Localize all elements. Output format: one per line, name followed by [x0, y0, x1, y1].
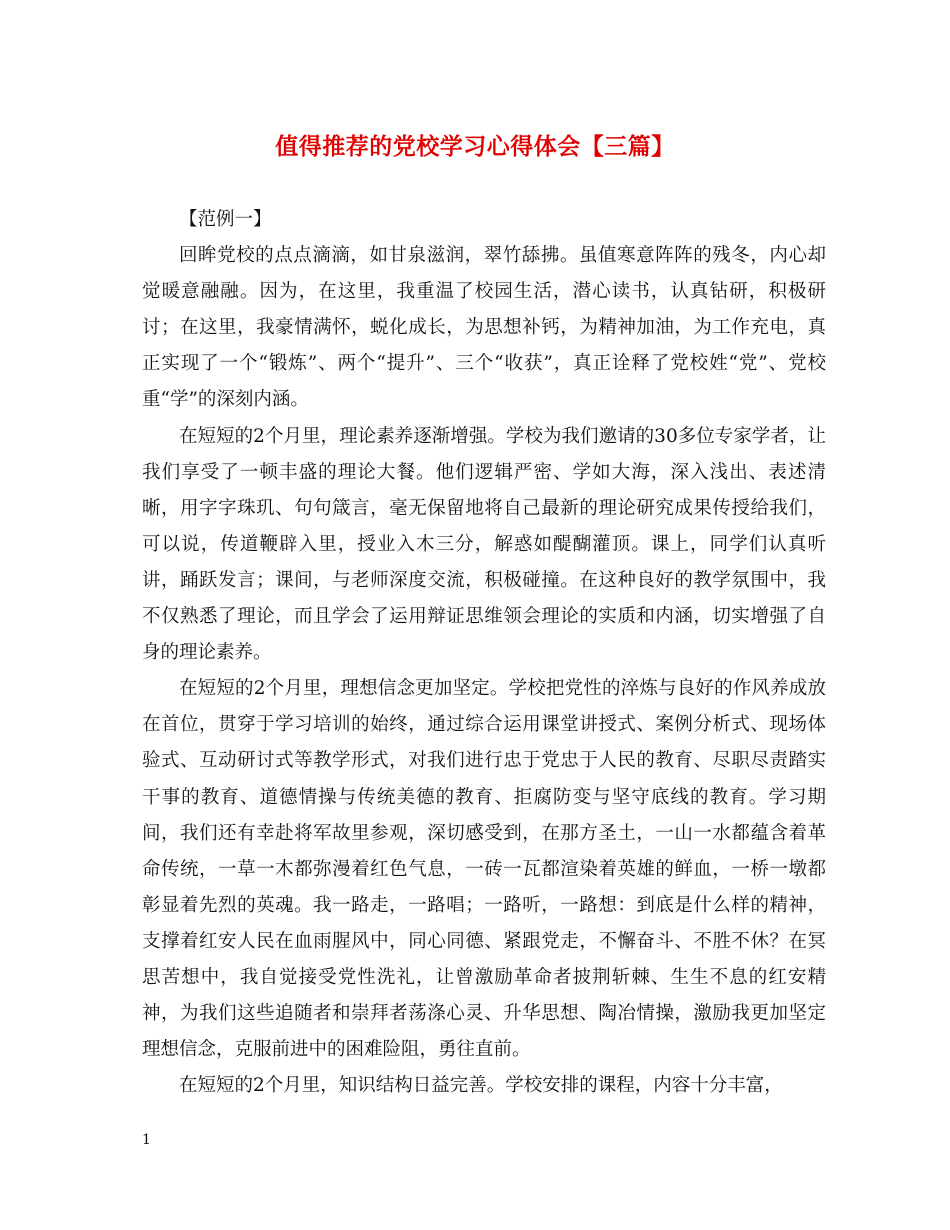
page-number: 1: [142, 1132, 151, 1148]
document-title: 值得推荐的党校学习心得体会【三篇】: [275, 133, 675, 160]
paragraph: 在短短的2个月里，知识结构日益完善。学校安排的课程，内容十分丰富，: [179, 1075, 783, 1097]
paragraph: 在短短的2个月里，理想信念更加坚定。学校把党性的淬炼与良好的作风养成放在首位，贯穿于学习培训的始终，通过综合运用课堂讲授式、案例分析式、现场体验式、互动研讨式等教学形式，对我们进行忠于党忠于人民的教育、尽职尽责踏实干事的教育、道德情操与传统美德的教育、拒腐防变与坚守底线的教育。学习期间，我们还有幸赴将军故里参观，深切感受到，在那方圣土，一山一水都蕴含着革命传统，一草一木都弥漫着红色气息，一砖一瓦都渲染着英雄的鲜血，一桥一墩都彰显着先烈的英魂。我一路走，一路唱；一路听，一路想：到底是什么样的精神，支撑着红安人民在血雨腥风中，同心同德、紧跟党走，不懈奋斗、不胜不休？在冥思苦想中，我自觉接受党性洗礼，让曾激励革命者披荆斩棘、生生不息的红安精神，为我们这些追随者和崇拜者荡涤心灵、升华思想、陶冶情操，激励我更加坚定理想信念，克服前进中的困难险阻，勇往直前。: [142, 678, 826, 1061]
document-body: [142, 202, 826, 1104]
paragraph: 回眸党校的点点滴滴，如甘泉滋润，翠竹舔拂。虽值寒意阵阵的残冬，内心却觉暖意融融。因为，在这里，我重温了校园生活，潜心读书，认真钻研，积极研讨；在这里，我豪情满怀，蜕化成长，为思想补钙，为精神加油，为工作充电，真正实现了一个“锻炼”、两个“提升”、三个“收获”，真正诠释了党校姓“党”、党校重“学”的深刻内涵。: [142, 245, 826, 411]
section-heading: 【范例一】: [179, 209, 272, 230]
paragraph: 在短短的2个月里，理论素养逐渐增强。学校为我们邀请的30多位专家学者，让我们享受了一顿丰盛的理论大餐。他们逻辑严密、学如大海，深入浅出、表述清晰，用字字珠玑、句句箴言，毫无保留地将自己最新的理论研究成果传授给我们，可以说，传道鞭辟入里，授业入木三分，解惑如醍醐灌顶。课上，同学们认真听讲，踊跃发言；课间，与老师深度交流，积极碰撞。在这种良好的教学氛围中，我不仅熟悉了理论，而且学会了运用辩证思维领会理论的实质和内涵，切实增强了自身的理论素养。: [142, 425, 826, 664]
